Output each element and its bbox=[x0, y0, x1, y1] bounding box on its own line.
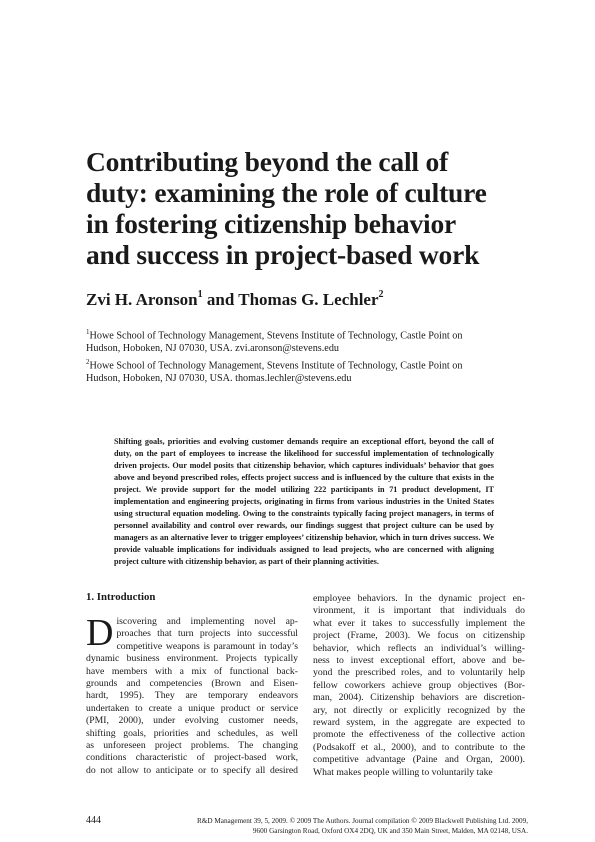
text-line: (Podsakoff et al., 2000), and to contribute to the bbox=[313, 741, 525, 753]
text-line: behavior, which reflects an individual’s willing- bbox=[313, 642, 525, 654]
affiliation-marker: 1 bbox=[86, 328, 90, 336]
text-line: employee behaviors. In the dynamic project en- bbox=[313, 593, 525, 604]
text-line: conditions characteristic of project-based work, bbox=[86, 752, 298, 764]
affiliation-text: Howe School of Technology Management, Stevens Institute of Technology, Castle Point on bbox=[89, 330, 463, 342]
text-line: dynamic business environment. Projects typically bbox=[86, 653, 298, 665]
text-line: competitive advantage (Paine and Organ, 2000). bbox=[313, 754, 525, 766]
text-line: competitive weapons is paramount in today’s bbox=[116, 640, 298, 652]
footer-line: R&D Management 39, 5, 2009. © 2009 The Authors. Journal compilation © 2009 Blackwell Publishing Ltd. 2009, bbox=[196, 817, 528, 825]
text-line: have members with a mix of functional back- bbox=[86, 665, 298, 677]
affiliation-marker: 2 bbox=[86, 357, 90, 366]
text-line: iscovering and implementing novel ap- bbox=[116, 616, 298, 627]
text-line: project (Frame, 2003). We focus on citizenship bbox=[313, 630, 525, 642]
journal-footer bbox=[134, 816, 528, 836]
title-line: Contributing beyond the call of bbox=[86, 146, 449, 177]
text-line: grounds and competencies (Brown and Eisen- bbox=[86, 678, 298, 690]
text-line: do not allow to anticipate or to specify all desired bbox=[86, 764, 298, 776]
text-line: ary, not directly or explicitly recognized by the bbox=[313, 704, 525, 716]
text-line: hardt, 1995). They are temporary endeavors bbox=[86, 690, 298, 702]
text-line: vironment, it is important that individuals do bbox=[313, 605, 525, 617]
text-line: (PMI, 2000), under evolving customer needs, bbox=[86, 715, 298, 727]
text-line: shifting goals, priorities and schedules, as well bbox=[86, 727, 298, 739]
title-line: in fostering citizenship behavior bbox=[86, 208, 456, 239]
text-line: promote the effectiveness of the collective action bbox=[313, 729, 525, 741]
text-line: ness to invest exceptional effort, above and be- bbox=[313, 655, 525, 667]
footer-line: 9600 Garsington Road, Oxford OX4 2DQ, UK and 350 Main Street, Malden, MA 02148, USA. bbox=[252, 827, 528, 835]
text-line: What makes people willing to voluntarily take bbox=[313, 766, 493, 778]
affiliations bbox=[86, 326, 526, 385]
text-line: yond the prescribed roles, and to voluntarily help bbox=[313, 667, 525, 679]
title-line: duty: examining the role of culture bbox=[86, 177, 487, 208]
author-list bbox=[86, 290, 384, 310]
text-line: reward system, in the aggregate are expected to bbox=[313, 717, 525, 729]
text-line: as unforeseen project problems. The changing bbox=[86, 740, 298, 752]
text-line: what ever it takes to successfully implement the bbox=[313, 617, 525, 629]
title-line: and success in project-based work bbox=[86, 239, 480, 270]
affiliation-text: Howe School of Technology Management, Stevens Institute of Technology, Castle Point on bbox=[89, 359, 463, 371]
affiliation-line bbox=[86, 356, 526, 373]
abstract: Shifting goals, priorities and evolving customer demands require an exceptional effort, beyond the call of duty, on the part of employees to increase the likelihood for successful implementation of technologically driven projects. Our model posits that citizenship behavior, which captures individuals’ behavior that goes above and beyond prescribed roles, effects project success and is influenced by the culture that exists in the project. We provide support for the model utilizing 222 participants in 71 product development, IT implementation and engineering projects, originating in firms from various industries in the United States using structural equation modeling. Owing to the constraints typically facing project managers, in terms of personnel availability and control over rewards, our findings suggest that project culture can be used by managers as an alternative lever to trigger employees’ citizenship behavior, which in turn drives success. We provide valuable implications for individuals assigned to lead projects, who are concerned with aligning project culture with citizenship behavior, as part of their planning activities. bbox=[114, 437, 494, 566]
text-line: undertaken to create a unique product or service bbox=[86, 702, 298, 714]
affiliation-line bbox=[86, 326, 526, 343]
author-joiner: and bbox=[206, 290, 235, 309]
intro-column-right bbox=[313, 593, 525, 779]
affiliation-line: Hudson, Hoboken, NJ 07030, USA. zvi.aronson@stevens.edu bbox=[86, 342, 340, 354]
text-line: fellow coworkers achieve group objectives (Bor- bbox=[313, 679, 525, 691]
drop-cap: D bbox=[86, 612, 114, 654]
author-name: Thomas G. Lechler bbox=[238, 290, 379, 309]
text-line: man, 2004). Citizenship behaviors are discretion- bbox=[313, 692, 525, 704]
intro-column-left bbox=[86, 612, 298, 777]
author-affiliation-marker: 2 bbox=[378, 289, 384, 301]
author-name: Zvi H. Aronson bbox=[86, 290, 198, 309]
section-heading: 1. Introduction bbox=[86, 591, 156, 603]
page-number: 444 bbox=[86, 815, 101, 826]
author-affiliation-marker: 1 bbox=[197, 289, 203, 301]
article-title bbox=[86, 146, 526, 270]
affiliation-line: Hudson, Hoboken, NJ 07030, USA. thomas.lechler@stevens.edu bbox=[86, 372, 352, 384]
text-line: proaches that turn projects into successful bbox=[116, 628, 298, 640]
